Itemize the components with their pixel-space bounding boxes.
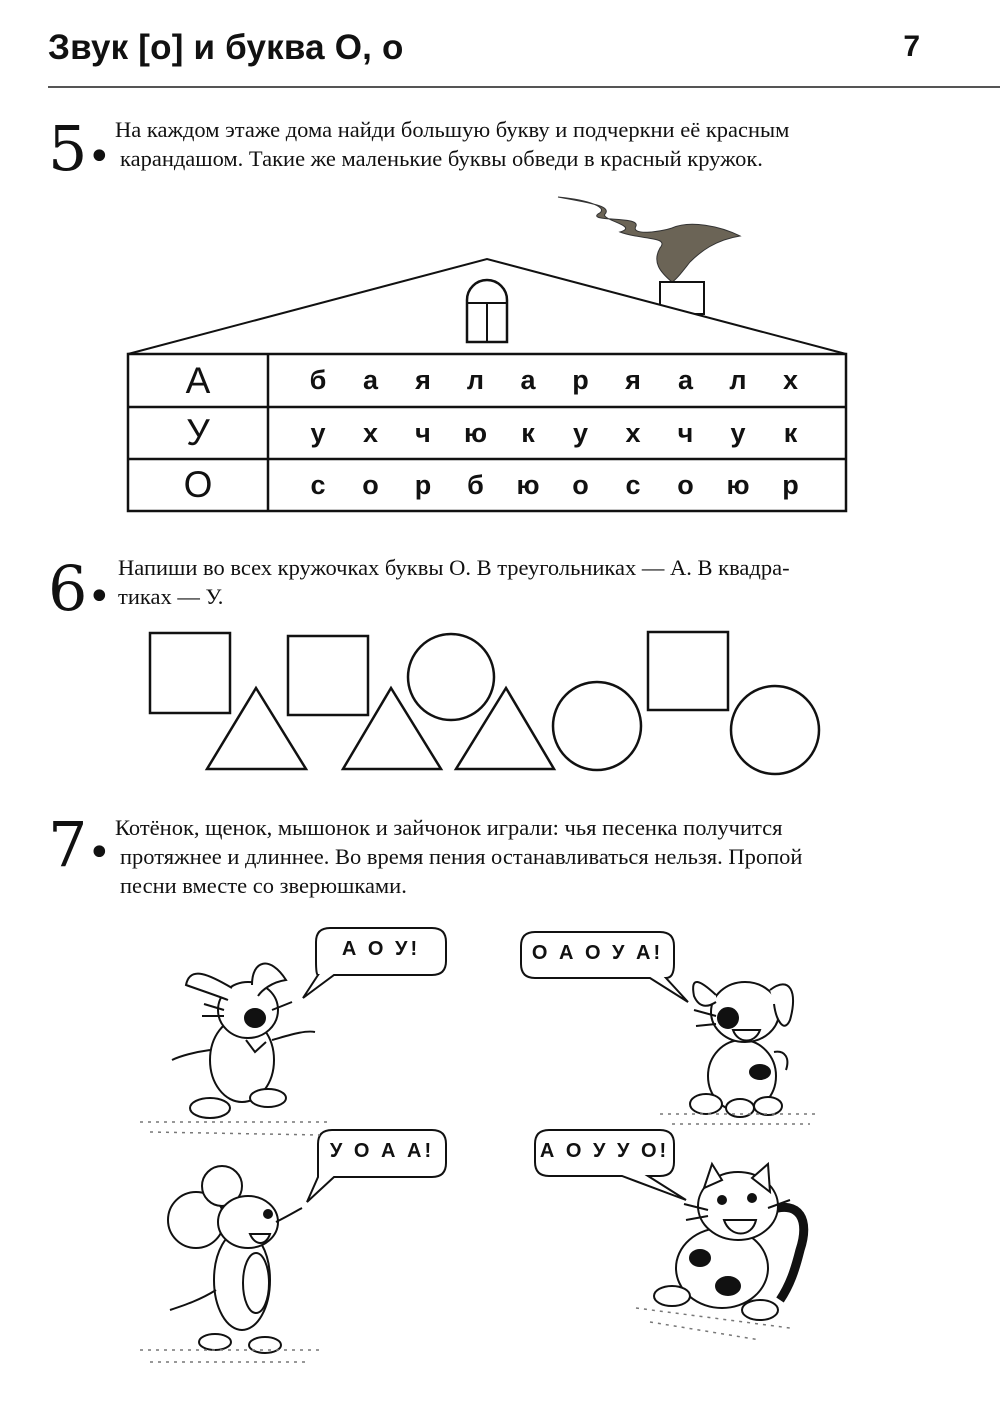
floor-3-letter: б — [467, 470, 484, 500]
floor-2-letter: у — [310, 418, 326, 448]
floor-2-letter: к — [521, 418, 535, 448]
floor-2-letter: у — [572, 418, 589, 448]
bunny-drawing — [172, 964, 315, 1118]
floor-2-letter: к — [783, 418, 798, 448]
floor-3-letter: р — [414, 470, 432, 500]
floor-1-capital: А — [185, 360, 211, 401]
floor-3-letter: о — [677, 470, 694, 500]
kitten-drawing — [654, 1164, 804, 1320]
exercise-5-line-2: карандашом. Такие же маленькие буквы обведи в красный кружок. — [120, 146, 763, 171]
exercise-7-line-3: песни вместе со зверюшками. — [120, 873, 407, 898]
floor-2-letter: ю — [463, 418, 488, 448]
floor-1-letter: я — [625, 365, 641, 395]
floor-1-letter: б — [309, 365, 327, 395]
floor-1-letter: л — [466, 365, 485, 395]
exercise-7-number: 7• — [48, 808, 112, 881]
bunny-ground — [140, 1122, 330, 1135]
kitten-song: А О У У О! — [539, 1140, 670, 1162]
floor-1-letter: р — [572, 365, 589, 395]
mouse-drawing — [168, 1166, 302, 1353]
floor-3-letter: о — [362, 470, 379, 500]
exercise-6-number: 6• — [48, 552, 112, 625]
floor-1-letter: я — [415, 365, 431, 395]
floor-1-letter: а — [362, 365, 379, 395]
floor-3-letter: ю — [726, 470, 750, 500]
exercise-7-line-2: протяжнее и длиннее. Во время пения останавливаться нельзя. Пропой — [120, 844, 803, 869]
puppy-drawing — [690, 982, 793, 1117]
exercise-6-line-1: Напиши во всех кружочках буквы О. В треугольниках — А. В квадра- — [118, 555, 790, 580]
mouse-ground — [140, 1350, 320, 1362]
floor-1-letter: х — [782, 365, 799, 395]
floor-3-capital: О — [183, 464, 213, 505]
mouse-song: У О А А! — [329, 1140, 435, 1162]
floor-1-letter: л — [729, 365, 747, 395]
floor-2-letter: у — [730, 418, 746, 448]
bunny-song: А О У! — [341, 938, 421, 960]
page-title: Звук [о] и буква О, о — [48, 28, 404, 67]
floor-2-letter: ч — [677, 418, 694, 448]
floor-3-letter: ю — [516, 470, 540, 500]
page-number: 7 — [903, 30, 920, 63]
floor-1-letter: а — [677, 365, 694, 395]
exercise-6-line-2: тиках — У. — [118, 584, 224, 609]
exercise-5-number: 5• — [48, 112, 112, 185]
puppy-song: О А О У А! — [531, 942, 664, 964]
floor-3-letter: с — [625, 470, 641, 500]
floor-3-letter: р — [782, 470, 799, 500]
exercise-7-line-1: Котёнок, щенок, мышонок и зайчонок играли: чья песенка получится — [115, 815, 783, 840]
floor-2-letter: х — [625, 418, 641, 448]
floor-2-capital: У — [186, 412, 210, 453]
floor-3-letter: о — [572, 470, 589, 500]
floor-1-letter: а — [520, 365, 536, 395]
floor-2-letter: ч — [415, 418, 431, 448]
floor-3-letter: с — [310, 470, 326, 500]
exercise-5-line-1: На каждом этаже дома найди большую букву и подчеркни её красным — [115, 117, 790, 142]
floor-2-letter: х — [362, 418, 379, 448]
